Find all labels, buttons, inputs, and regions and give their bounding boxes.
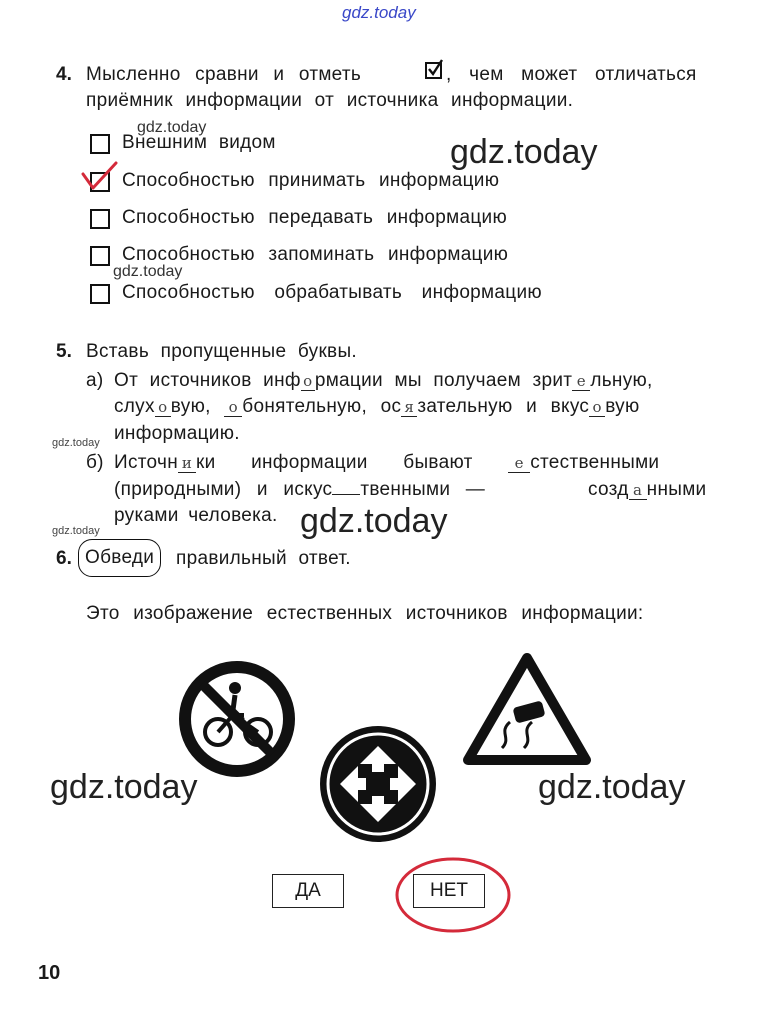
filled-letter: о [589,398,605,417]
red-check-mark-icon [80,160,120,192]
watermark-small: gdz.today [113,263,183,280]
circled-word: Обведи [78,539,161,577]
filled-letter: о [301,372,315,391]
checkbox[interactable] [90,284,110,304]
watermark-big: gdz.today [450,133,598,171]
filled-letter: о [224,398,242,417]
watermark-big: gdz.today [538,768,686,806]
task5b-line1: Источн и ки информации бывают е стественными [114,452,660,473]
task4-number: 4. [56,64,72,85]
option-label: Способностью принимать информацию [122,170,500,191]
option-label: Способностью запоминать информацию [122,244,509,265]
answer-yes-button[interactable]: ДА [272,874,344,908]
task5b-line2: (природными) и искус твенными — [114,479,486,500]
task5-title: Вставь пропущенные буквы. [86,341,357,362]
task4-line1: Мысленно сравни и отметь [86,64,362,85]
option-label: Способностью обрабатывать информацию [122,282,542,303]
filled-letter: е [572,372,590,391]
no-bicycle-sign-icon [178,660,296,778]
task5b-marker: б) [86,452,104,473]
task5b-line2-end: созд а нными [588,479,707,500]
task5b-line3: руками человека. [114,505,278,526]
option-label: Способностью передавать информацию [122,207,508,228]
slippery-road-sign-icon [462,652,592,768]
roundabout-sign-icon [318,724,438,844]
filled-letter: и [178,454,196,473]
watermark-top: gdz.today [342,3,416,22]
task5a-line1: От источников инф о рмации мы получаем зрит е льную, [114,370,653,391]
filled-letter: о [155,398,171,417]
task6-title-rest: правильный ответ. [176,548,351,569]
watermark-big: gdz.today [300,502,448,540]
filled-letter: я [401,398,417,417]
task5a-line3: информацию. [114,423,240,444]
answer-no-button[interactable]: НЕТ [413,874,485,908]
checkbox[interactable] [90,246,110,266]
red-answer-circle-icon [393,855,513,937]
task5a-line2: слух о вую, о бонятельную, ос я зательную и вкус о вую [114,396,640,417]
blank-letter [332,494,360,495]
task6-question: Это изображение естественных источников информации: [86,603,644,624]
filled-letter: е [508,454,530,473]
task4-line2: приёмник информации от источника информации. [86,90,574,111]
task5a-marker: а) [86,370,104,391]
watermark-tiny: gdz.today [52,437,100,449]
task4-line1-end: , чем может отличаться [446,64,697,85]
checkbox[interactable] [90,209,110,229]
task6-number: 6. [56,548,72,569]
option-label: Внешним видом [122,132,276,153]
checkbox[interactable] [90,134,110,154]
watermark-tiny: gdz.today [52,525,100,537]
watermark-big: gdz.today [50,768,198,806]
watermark-small: gdz.today [137,119,207,136]
filled-letter: а [629,481,647,500]
checkbox-checked-icon [424,58,446,80]
task5-number: 5. [56,341,72,362]
page-number: 10 [38,962,61,984]
